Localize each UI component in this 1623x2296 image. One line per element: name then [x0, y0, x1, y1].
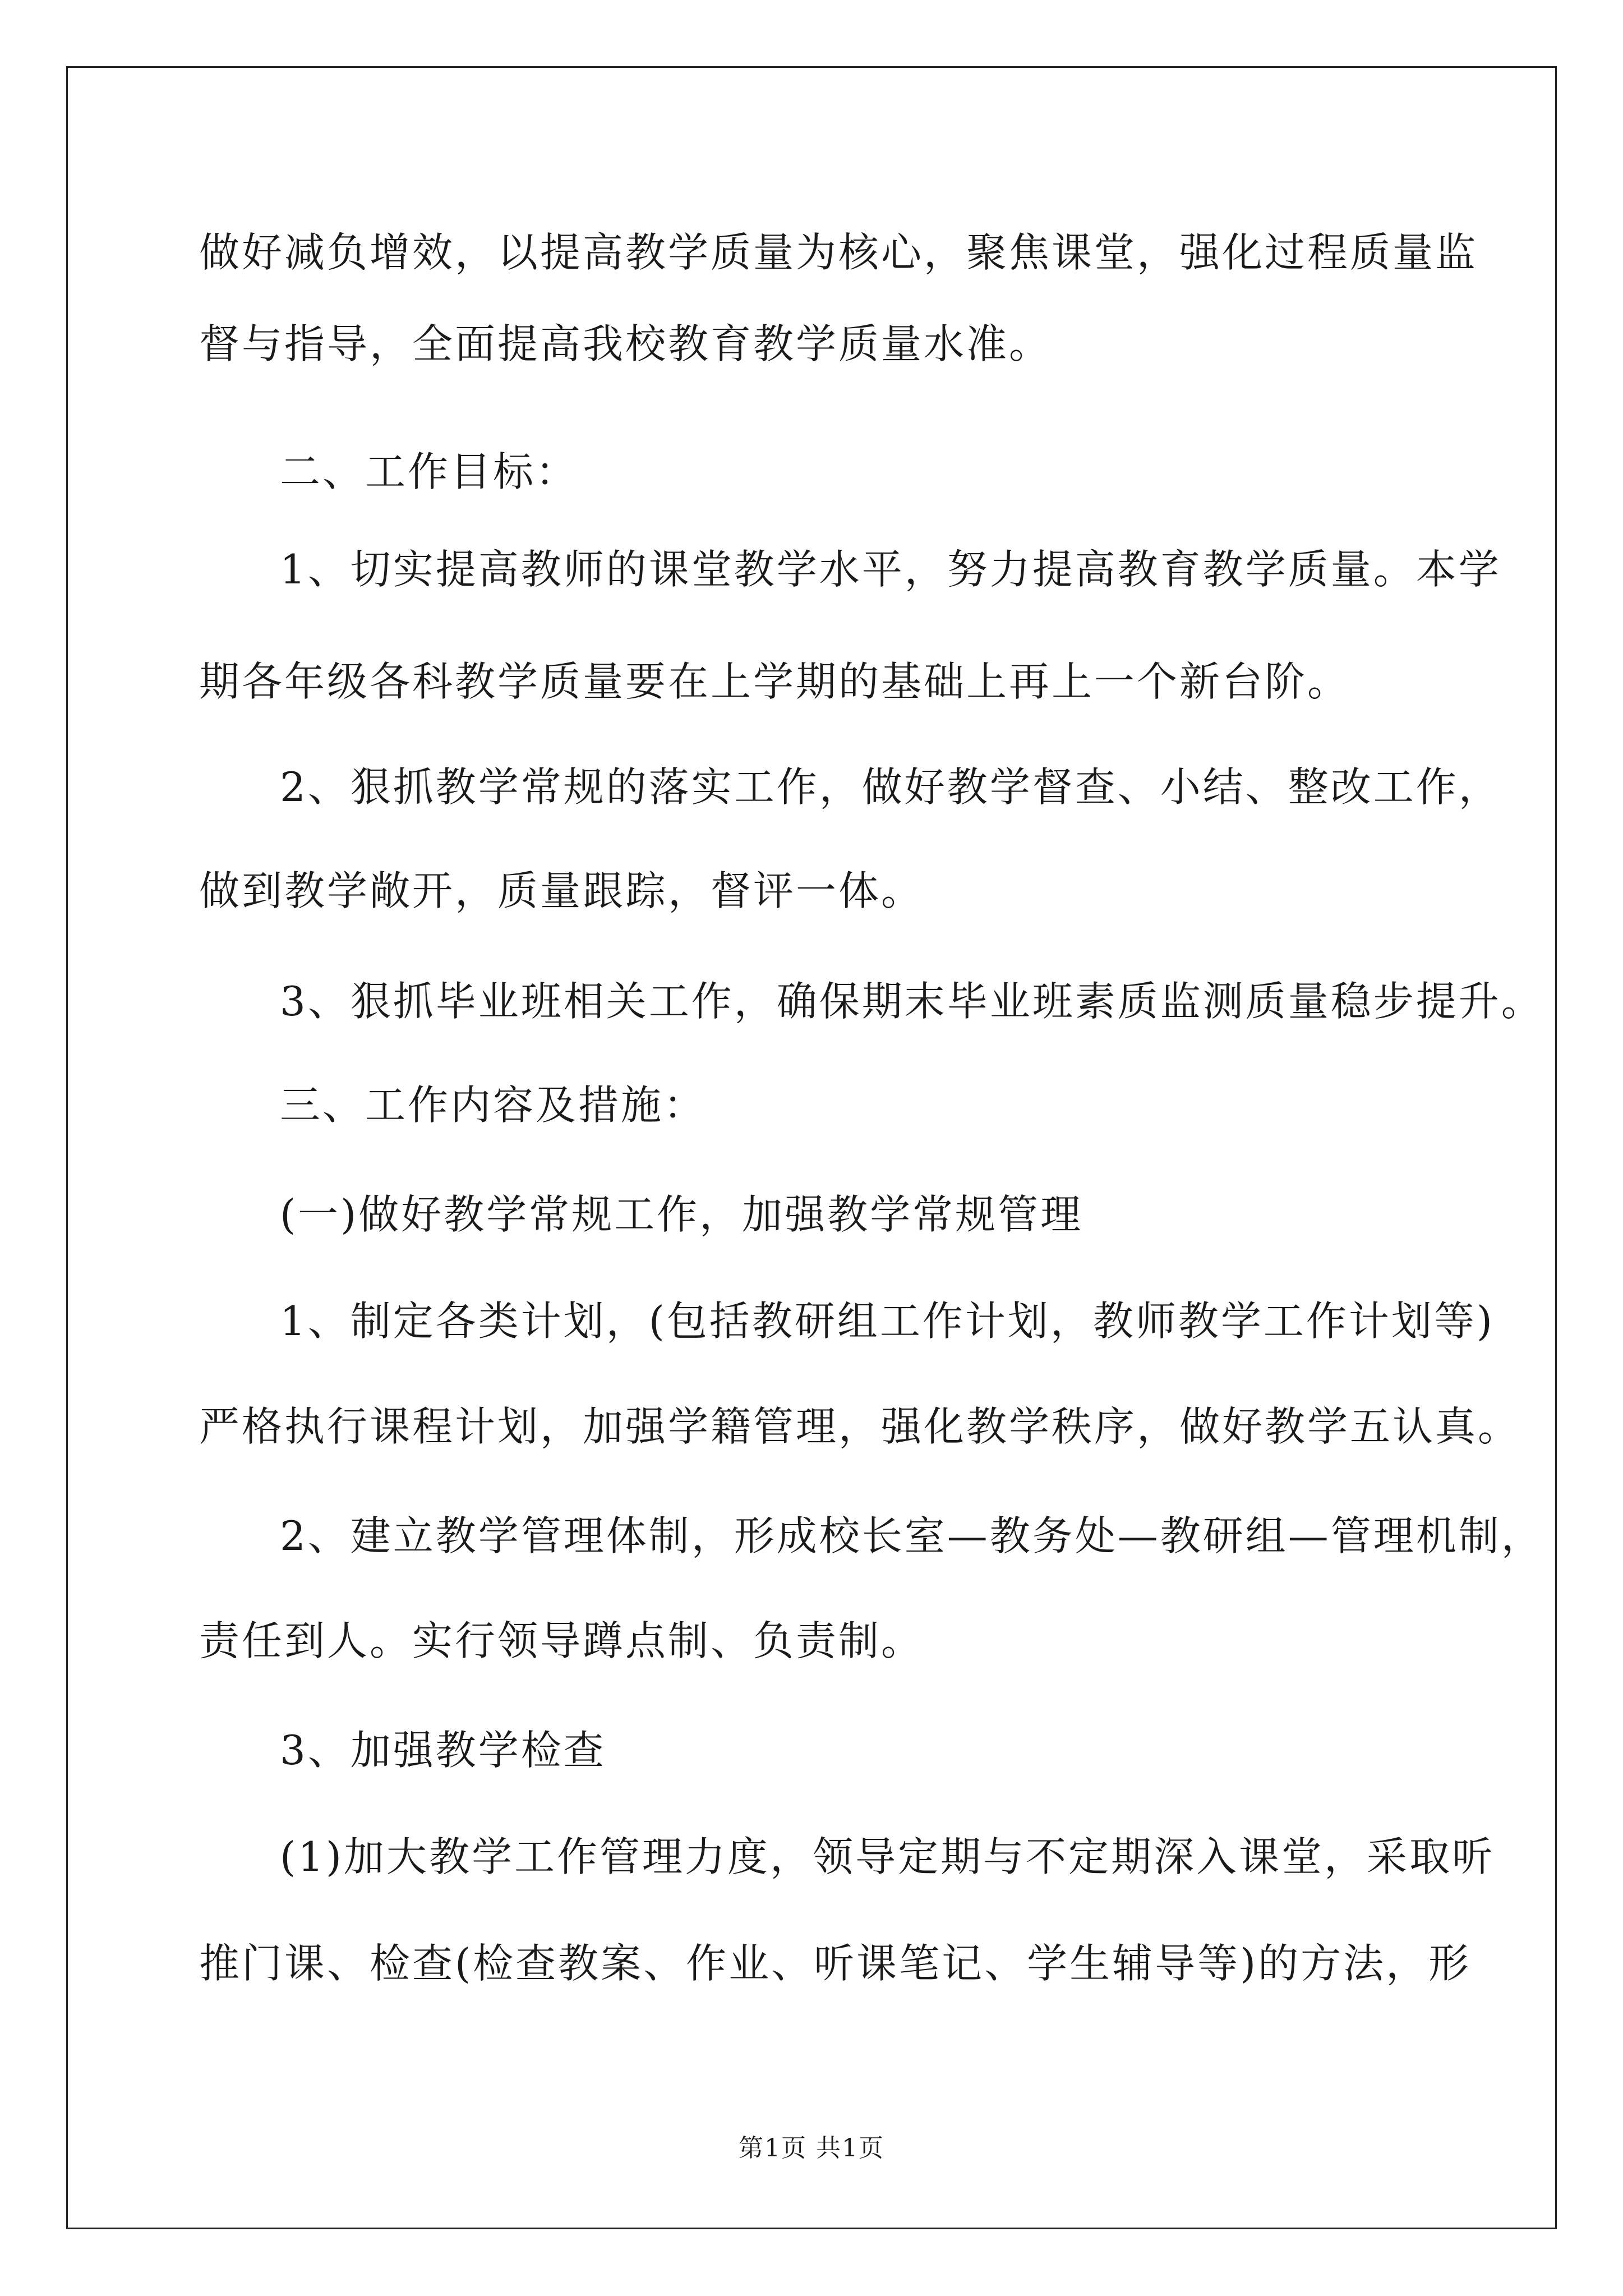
text-line: 1、制定各类计划，(包括教研组工作计划，教师教学工作计划等): [280, 1297, 1495, 1345]
text-line: 3、加强教学检查: [280, 1727, 606, 1774]
text-line: 做好减负增效，以提高教学质量为核心，聚焦课堂，强化过程质量监: [199, 229, 1478, 276]
section-heading: 三、工作内容及措施：: [280, 1082, 707, 1129]
text-line: (1)加大教学工作管理力度，领导定期与不定期深入课堂，采取听: [280, 1833, 1495, 1880]
text-line: 期各年级各科教学质量要在上学期的基础上再上一个新台阶。: [199, 658, 1350, 705]
page-border: [66, 66, 1557, 2229]
section-heading: 二、工作目标：: [280, 448, 579, 495]
text-line: 3、狠抓毕业班相关工作，确保期末毕业班素质监测质量稳步提升。: [280, 978, 1544, 1025]
text-line: 严格执行课程计划，加强学籍管理，强化教学秩序，做好教学五认真。: [199, 1403, 1521, 1450]
text-line: 督与指导，全面提高我校教育教学质量水准。: [199, 320, 1052, 367]
text-line: 做到教学敞开，质量跟踪，督评一体。: [199, 867, 924, 914]
text-line: 责任到人。实行领导蹲点制、负责制。: [199, 1617, 924, 1664]
text-line: 1、切实提高教师的课堂教学水平，努力提高教育教学质量。本学: [280, 546, 1501, 593]
page-footer: 第1页 共1页: [739, 2134, 884, 2162]
text-line: 推门课、检查(检查教案、作业、听课笔记、学生辅导等)的方法，形: [199, 1940, 1472, 1987]
subsection-heading: (一)做好教学常规工作，加强教学常规管理: [280, 1191, 1083, 1238]
text-line: 2、建立教学管理体制，形成校长室—教务处—教研组—管理机制，: [280, 1512, 1544, 1559]
text-line: 2、狠抓教学常规的落实工作，做好教学督查、小结、整改工作，: [280, 763, 1501, 811]
